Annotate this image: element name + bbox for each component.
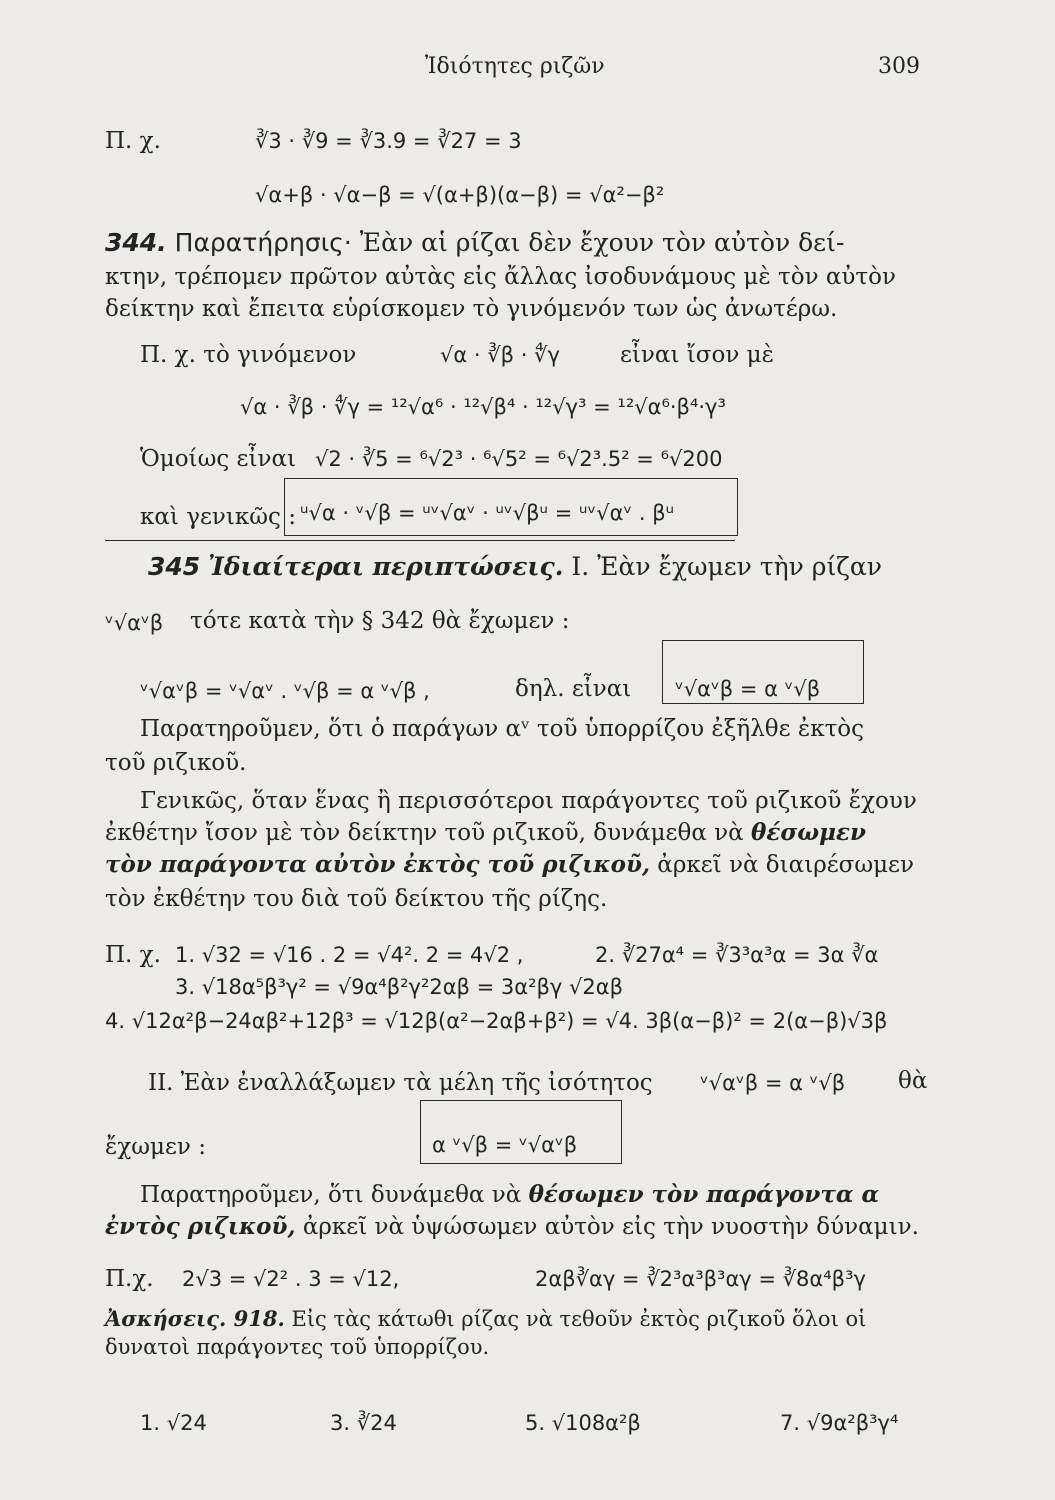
example-b: 2αβ∛αγ = ∛2³α³β³αγ = ∛8α⁴β³γ bbox=[535, 1267, 866, 1291]
paragraph-text: Ἐὰν αἱ ρίζαι δὲν ἔχουν τὸν αὐτὸν δεί- bbox=[359, 228, 845, 257]
case-one: I. Ἐὰν ἔχωμεν τὴν ρίζαν bbox=[571, 552, 882, 581]
example-a: 2√3 = √2² . 3 = √12, bbox=[182, 1267, 400, 1291]
formula-cube-roots: ∛3 · ∛9 = ∛3.9 = ∛27 = 3 bbox=[255, 129, 522, 153]
example-label: Π.χ. bbox=[105, 1266, 154, 1292]
formula-difference-squares: √α+β · √α−β = √(α+β)(α−β) = √α²−β² bbox=[255, 183, 665, 207]
emphasis-text: θέσωμεν bbox=[751, 819, 866, 846]
divider bbox=[105, 540, 735, 541]
example-2: 2. ∛27α⁴ = ∛3³α³α = 3α ∛α bbox=[595, 943, 879, 967]
running-header: Ἰδιότητες ριζῶν bbox=[425, 54, 605, 79]
formula-product: √α · ∛β · ∜γ bbox=[440, 343, 560, 367]
emphasis-text: τὸν παράγοντα αὐτὸν ἐκτὸς τοῦ ριζικοῦ, bbox=[105, 851, 650, 878]
paragraph-text: ἀρκεῖ νὰ διαιρέσωμεν bbox=[657, 852, 914, 878]
section-number: 345 bbox=[148, 552, 201, 581]
general-label: καὶ γενικῶς : bbox=[140, 504, 296, 530]
exercise-item: 1. √24 bbox=[140, 1411, 207, 1435]
paragraph-text: ἐκθέτην ἴσον μὲ τὸν δείκτην τοῦ ριζικοῦ, δυνάμεθα νὰ bbox=[105, 820, 744, 846]
root-expression: ᵛ√αᵛβ bbox=[105, 611, 164, 635]
paragraph-line: δείκτην καὶ ἔπειτα εὑρίσκομεν τὸ γινόμενόν των ὡς ἀνωτέρω. bbox=[105, 296, 838, 322]
exercise-item: 3. ∛24 bbox=[330, 1411, 397, 1435]
section-344-heading bbox=[105, 228, 844, 258]
paragraph-text: ἀρκεῖ νὰ ὑψώσωμεν αὐτὸν εἰς τὴν νυοστὴν δύναμιν. bbox=[302, 1214, 919, 1240]
formula-similar: √2 · ∛5 = ⁶√2³ · ⁶√5² = ⁶√2³.5² = ⁶√200 bbox=[315, 447, 723, 471]
paragraph-line bbox=[140, 1180, 879, 1210]
exercise-item: 5. √108α²β bbox=[525, 1411, 641, 1435]
exercises-text: Εἰς τὰς κάτωθι ρίζας νὰ τεθοῦν ἐκτὸς ριζικοῦ ὅλοι οἱ bbox=[291, 1307, 867, 1331]
example-4: 4. √12α²β−24αβ²+12β³ = √12β(α²−2αβ+β²) = √4. 3β(α−β)² = 2(α−β)√3β bbox=[105, 1009, 888, 1033]
paragraph-text: Παρατηροῦμεν, ὅτι δυνάμεθα νὰ bbox=[140, 1182, 522, 1208]
paragraph-line: κτην, τρέπομεν πρῶτον αὐτὰς εἰς ἄλλας ἰσοδυνάμους μὲ τὸν αὐτὸν bbox=[105, 264, 896, 290]
section-345-heading bbox=[148, 552, 882, 582]
exercises-label: Ἀσκήσεις. 918. bbox=[105, 1306, 285, 1331]
exercise-item: 7. √9α²β³γ⁴ bbox=[780, 1411, 899, 1435]
then-text: τότε κατὰ τὴν § 342 θὰ ἔχωμεν : bbox=[190, 608, 570, 634]
section-number: 344. bbox=[105, 228, 167, 257]
formula-product-result: √α · ∛β · ∜γ = ¹²√α⁶ · ¹²√β⁴ · ¹²√γ³ = ¹²√α⁶·β⁴·γ³ bbox=[240, 395, 726, 419]
example-label: Π. χ. bbox=[105, 128, 161, 154]
paragraph-line: Γενικῶς, ὅταν ἕνας ἢ περισσότεροι παράγοντες τοῦ ριζικοῦ ἔχουν bbox=[140, 788, 917, 814]
page-number: 309 bbox=[878, 54, 920, 79]
section-title: Ἰδιαίτεραι περιπτώσεις. bbox=[208, 552, 564, 581]
formula-derivation: ᵛ√αᵛβ = ᵛ√αᵛ . ᵛ√β = α ᵛ√β , bbox=[140, 679, 430, 703]
paragraph-line: τὸν ἐκθέτην του διὰ τοῦ δείκτου τῆς ρίζης. bbox=[105, 886, 608, 912]
case-two-tail: θὰ bbox=[898, 1068, 928, 1094]
formula-case-two: ᵛ√αᵛβ = α ᵛ√β bbox=[700, 1071, 846, 1095]
example-intro: Π. χ. τὸ γινόμενον bbox=[140, 342, 357, 368]
paragraph-line: τοῦ ριζικοῦ. bbox=[105, 750, 247, 776]
paragraph-line bbox=[105, 850, 914, 880]
have-label: ἔχωμεν : bbox=[105, 1134, 206, 1160]
section-title: Παρατήρησις· bbox=[174, 228, 352, 257]
paragraph-line: Παρατηροῦμεν, ὅτι ὁ παράγων αᵛ τοῦ ὑπορρίζου ἐξῆλθε ἐκτὸς bbox=[140, 716, 865, 742]
example-3: 3. √18α⁵β³γ² = √9α⁴β²γ²2αβ = 3α²βγ √2αβ bbox=[175, 975, 624, 999]
example-tail: εἶναι ἴσον μὲ bbox=[620, 342, 774, 368]
example-label: Π. χ. bbox=[105, 942, 161, 968]
emphasis-text: ἐντὸς ριζικοῦ, bbox=[105, 1213, 296, 1240]
paragraph-line bbox=[105, 818, 866, 848]
case-two: II. Ἐὰν ἐναλλάξωμεν τὰ μέλη τῆς ἰσότητος bbox=[148, 1070, 653, 1096]
similar-label: Ὁμοίως εἶναι bbox=[140, 446, 296, 472]
formula-boxed: ᵛ√αᵛβ = α ᵛ√β bbox=[675, 677, 821, 701]
namely-label: δηλ. εἶναι bbox=[515, 676, 632, 702]
exercises-text: δυνατοὶ παράγοντες τοῦ ὑπορρίζου. bbox=[105, 1335, 490, 1359]
formula-boxed-2: α ᵛ√β = ᵛ√αᵛβ bbox=[432, 1133, 578, 1157]
paragraph-line bbox=[105, 1212, 919, 1242]
emphasis-text: θέσωμεν τὸν παράγοντα α bbox=[528, 1181, 880, 1208]
example-1: 1. √32 = √16 . 2 = √4². 2 = 4√2 , bbox=[175, 943, 524, 967]
exercises-line bbox=[105, 1304, 866, 1334]
formula-general: ᵘ√α · ᵛ√β = ᵘᵛ√αᵛ · ᵘᵛ√βᵘ = ᵘᵛ√αᵛ . βᵘ bbox=[300, 501, 675, 525]
